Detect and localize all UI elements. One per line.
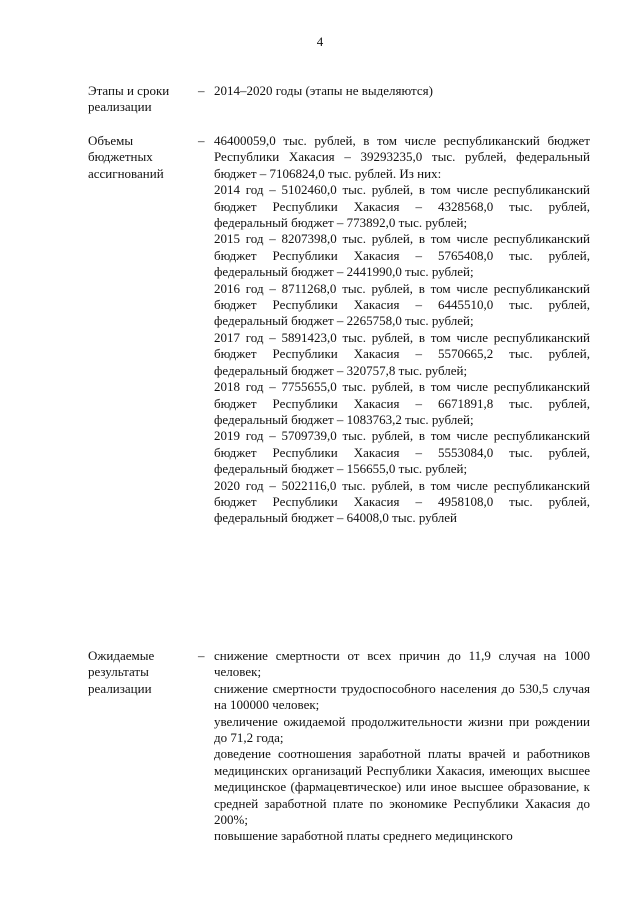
section-dash: – [198,83,205,98]
paragraph-year-2016: 2016 год – 8711268,0 тыс. рублей, в том числе республиканский бюджет Республики Хакасия – 6445510,0 тыс. рублей, федеральный бюджет – 2265758,0 тыс. рублей; [214,280,590,329]
paragraph: снижение смертности от всех причин до 11,9 случая на 1000 человек; [214,648,590,680]
section-results [88,648,598,898]
paragraph: повышение заработной платы среднего медицинского [214,828,513,844]
paragraph: снижение смертности трудоспособного населения до 530,5 случая на 100000 человек; [214,680,590,713]
section-label: Ожидаемые результаты реализации [88,648,155,696]
paragraph-year-2019: 2019 год – 5709739,0 тыс. рублей, в том числе республиканский бюджет Республики Хакасия – 5553084,0 тыс. рублей, федеральный бюджет – 156655,0 тыс. рублей; [214,428,590,477]
paragraph-year-2014: 2014 год – 5102460,0 тыс. рублей, в том числе республиканский бюджет Республики Хакасия – 4328568,0 тыс. рублей, федеральный бюджет – 773892,0 тыс. рублей; [214,182,590,231]
section-label: Этапы и сроки реализации [88,83,170,115]
paragraph-year-2018: 2018 год – 7755655,0 тыс. рублей, в том числе республиканский бюджет Республики Хакасия – 6671891,8 тыс. рублей, федеральный бюджет – 1083763,2 тыс. рублей; [214,379,590,427]
page-number: 4 [316,34,324,49]
paragraph: увеличение ожидаемой продолжительности жизни при рождении до 71,2 года; [214,713,590,746]
paragraph: 2014–2020 годы (этапы не выделяются) [214,83,433,98]
section-stages [88,83,598,117]
paragraph-year-2015: 2015 год – 8207398,0 тыс. рублей, в том числе республиканский бюджет Республики Хакасия – 5765408,0 тыс. рублей, федеральный бюджет – 2441990,0 тыс. рублей; [214,231,590,280]
section-dash: – [198,133,205,148]
section-label: Объемы бюджетных ассигнований [88,133,164,181]
section-dash: – [198,648,205,663]
section-content [214,648,590,845]
section-budget [88,133,598,633]
paragraph-year-2017: 2017 год – 5891423,0 тыс. рублей, в том числе республиканский бюджет Республики Хакасия – 5570665,2 тыс. рублей, федеральный бюджет – 320757,8 тыс. рублей; [214,329,590,378]
paragraph: доведение соотношения заработной платы врачей и работников медицинских организаций Республики Хакасия, имеющих высшее медицинское (фармацевтическое) или иное высшее образование, к средней заработной плате по экономике Республики Хакасия до 200%; [214,746,590,828]
section-content [214,83,590,99]
section-content [214,133,590,527]
paragraph-year-2020: 2020 год – 5022116,0 тыс. рублей, в том числе республиканский бюджет Республики Хакасия – 4958108,0 тыс. рублей, федеральный бюджет – 64008,0 тыс. рублей [214,477,590,526]
paragraph-total: 46400059,0 тыс. рублей, в том числе республиканский бюджет Республики Хакасия – 39293235,0 тыс. рублей, федеральный бюджет – 7106824,0 тыс. рублей. Из них: [214,133,590,181]
